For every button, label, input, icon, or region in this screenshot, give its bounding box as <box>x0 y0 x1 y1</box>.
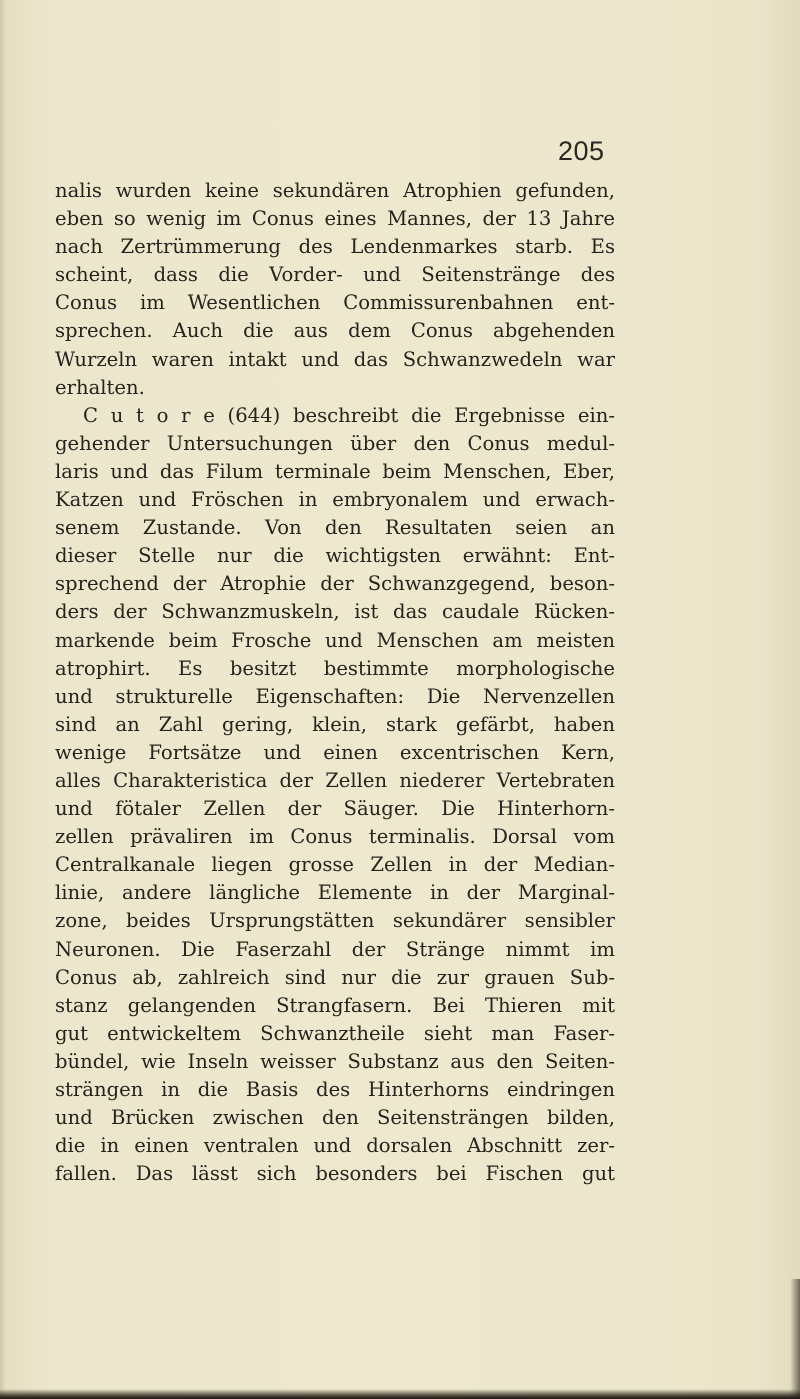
text-line: sprechend der Atrophie der Schwanzgegend, beson- <box>55 572 615 596</box>
page-number: 205 <box>558 136 605 166</box>
text-line: und fötaler Zellen der Säuger. Die Hinterhorn- <box>55 797 615 821</box>
text-line: alles Charakteristica der Zellen niederer Vertebraten <box>55 768 615 792</box>
text-line: Conus ab, zahlreich sind nur die zur grauen Sub- <box>55 965 615 989</box>
text-line: strängen in die Basis des Hinterhorns eindringen <box>55 1078 615 1101</box>
text-line: dieser Stelle nur die wichtigsten erwähnt: Ent- <box>55 544 615 568</box>
text-line: die in einen ventralen und dorsalen Abschnitt zer- <box>55 1134 615 1158</box>
text-line: Centralkanale liegen grosse Zellen in der Median- <box>55 853 615 877</box>
text-line: ders der Schwanzmuskeln, ist das caudale Rücken- <box>55 600 615 624</box>
text-line: sind an Zahl gering, klein, stark gefärbt, haben <box>55 712 615 736</box>
text-line: laris und das Filum terminale beim Menschen, Eber, <box>55 459 615 483</box>
text-line: Wurzeln waren intakt und das Schwanzwedeln war <box>55 347 615 371</box>
body-text <box>55 177 615 1188</box>
text-line: und Brücken zwischen den Seitensträngen bilden, <box>55 1106 615 1130</box>
text-line: zellen prävaliren im Conus terminalis. Dorsal vom <box>55 825 615 849</box>
text-line: scheint, dass die Vorder- und Seitenstränge des <box>55 263 615 287</box>
text-line: eben so wenig im Conus eines Mannes, der 13 Jahre <box>55 207 615 231</box>
text-line: markende beim Frosche und Menschen am meisten <box>55 628 615 652</box>
text-line: fallen. Das lässt sich besonders bei Fischen gut <box>55 1162 615 1186</box>
text-line: erhalten. <box>55 375 145 399</box>
text-line: sprechen. Auch die aus dem Conus abgehenden <box>55 319 615 343</box>
text-line: gut entwickeltem Schwanztheile sieht man Faser- <box>55 1021 615 1045</box>
text-line: linie, andere längliche Elemente in der Marginal- <box>55 881 615 905</box>
text-line: Katzen und Fröschen in embryonalem und erwach- <box>55 488 615 512</box>
text-line: gehender Untersuchungen über den Conus medul- <box>55 431 615 455</box>
text-line: stanz gelangenden Strangfasern. Bei Thieren mit <box>55 993 615 1017</box>
text-line: atrophirt. Es besitzt bestimmte morphologische <box>55 656 615 680</box>
text-line: wenige Fortsätze und einen excentrischen Kern, <box>55 740 615 764</box>
text-line: und strukturelle Eigenschaften: Die Nervenzellen <box>55 684 615 708</box>
text-line: senem Zustande. Von den Resultaten seien an <box>55 516 615 540</box>
text-line: C u t o r e (644) beschreibt die Ergebnisse ein- <box>83 403 615 427</box>
page-left-edge <box>0 0 6 1399</box>
text-line: zone, beides Ursprungstätten sekundärer sensibler <box>55 909 615 933</box>
text-line: nach Zertrümmerung des Lendenmarkes starb. Es <box>55 235 615 259</box>
text-line: bündel, wie Inseln weisser Substanz aus den Seiten- <box>55 1049 615 1073</box>
scan-bottom-shadow <box>0 1389 800 1399</box>
scan-edge-shadow <box>790 1279 800 1399</box>
text-line: Conus im Wesentlichen Commissurenbahnen ent- <box>55 291 615 315</box>
text-line: Neuronen. Die Faserzahl der Stränge nimmt im <box>55 937 615 961</box>
text-line: nalis wurden keine sekundären Atrophien gefunden, <box>55 179 615 202</box>
